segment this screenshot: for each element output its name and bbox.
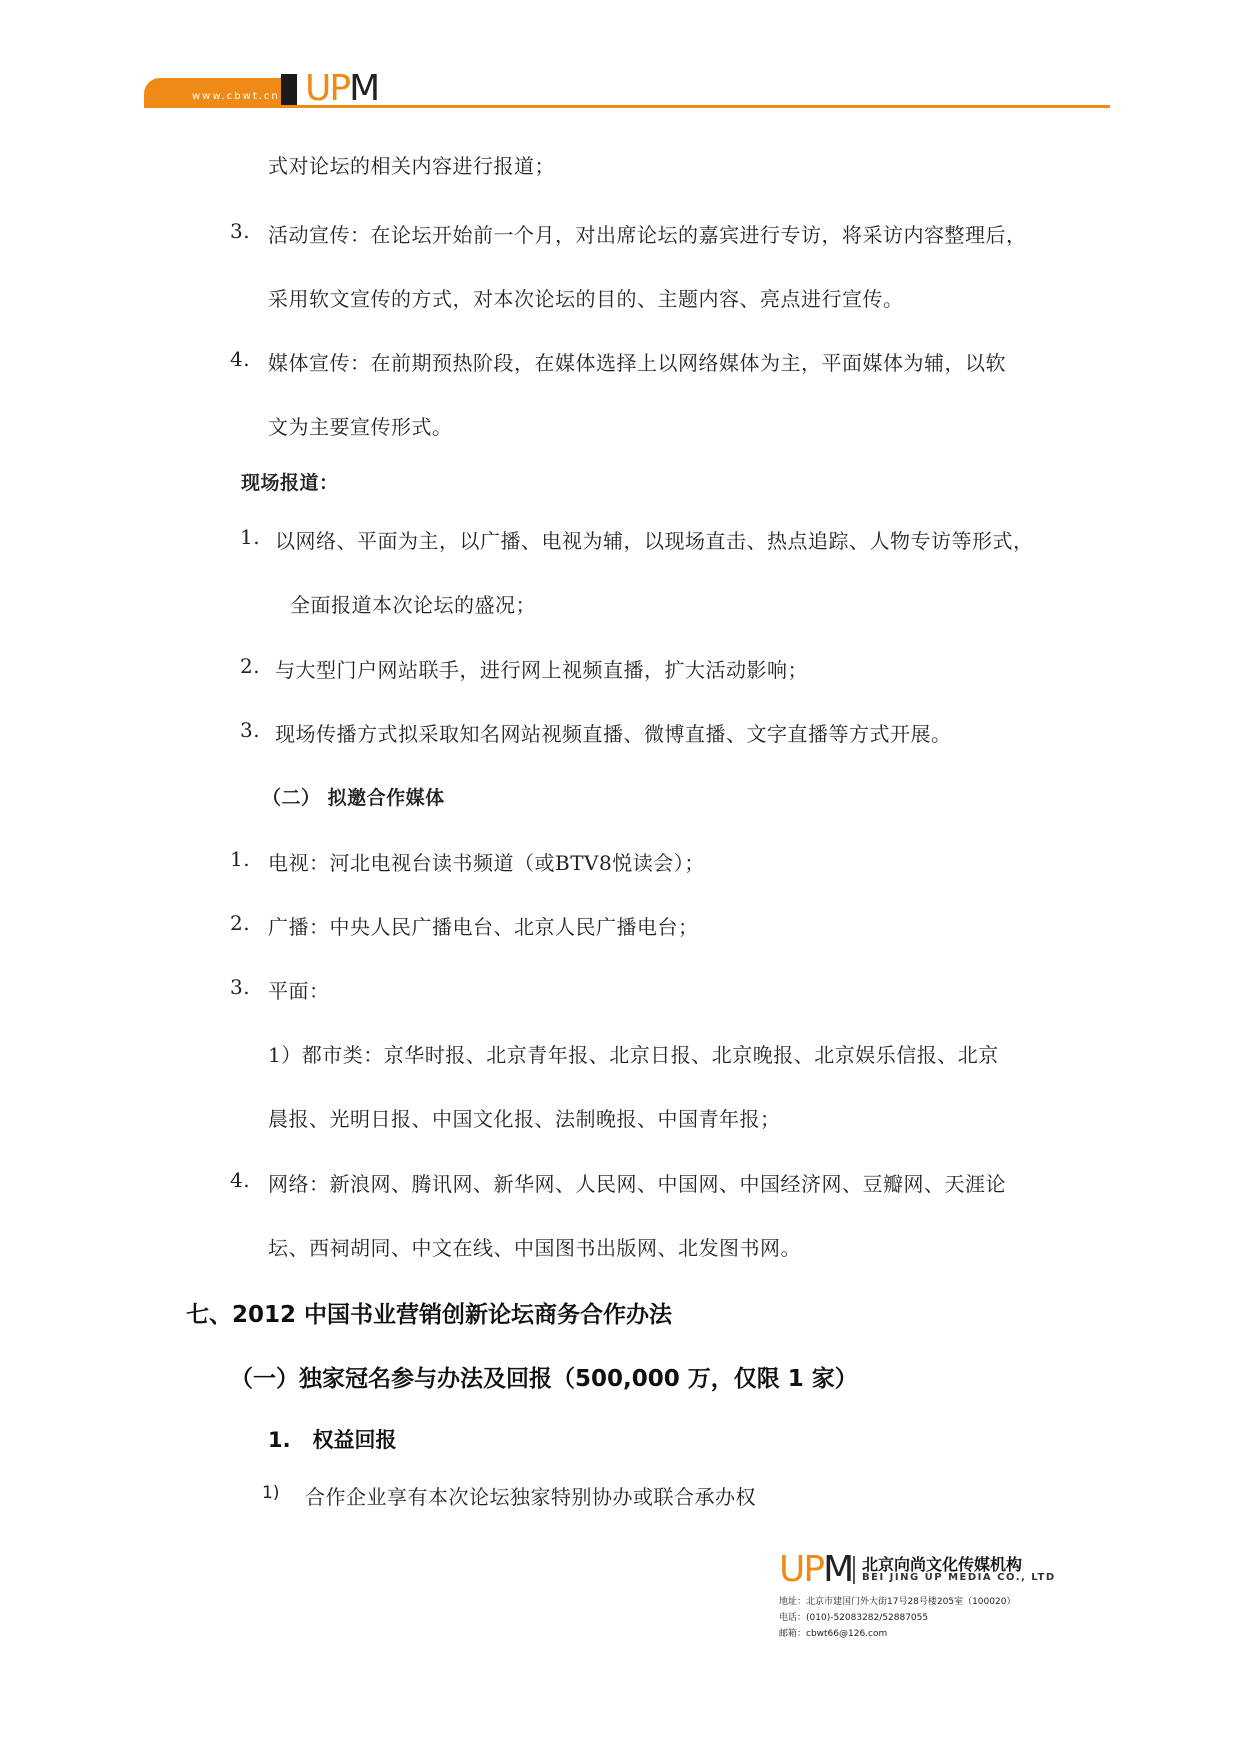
media4-line-a: 网络：新浪网、腾讯网、新华网、人民网、中国网、中国经济网、豆瓣网、天涯论 xyxy=(268,1172,1006,1196)
media-heading: （二） 拟邀合作媒体 xyxy=(262,787,445,809)
item3-line-b: 采用软文宣传的方式，对本次论坛的目的、主题内容、亮点进行宣传。 xyxy=(268,287,904,311)
onsite-heading: 现场报道： xyxy=(241,472,339,494)
footer-company-name: 北京向尚文化传媒机构 xyxy=(862,1555,1023,1574)
header-rule xyxy=(144,105,1110,108)
onsite3-line: 现场传播方式拟采取知名网站视频直播、微博直播、文字直播等方式开展。 xyxy=(275,722,952,746)
item3-line-a: 活动宣传：在论坛开始前一个月，对出席论坛的嘉宾进行专访，将采访内容整理后， xyxy=(268,223,1027,247)
item-number: 2. xyxy=(230,911,251,935)
onsite2-line: 与大型门户网站联手，进行网上视频直播，扩大活动影响； xyxy=(275,658,808,682)
section7-heading: 七、2012 中国书业营销创新论坛商务合作办法 xyxy=(186,1302,673,1328)
footer-logo-up: UP xyxy=(779,1549,824,1590)
media3-sub-b: 晨报、光明日报、中国文化报、法制晚报、中国青年报； xyxy=(268,1107,781,1131)
item-number: 3. xyxy=(240,718,261,742)
item-number: 1. xyxy=(240,525,261,549)
footer-logo-divider xyxy=(853,1556,855,1584)
item-number: 3. xyxy=(230,219,251,243)
onsite1-line-b: 全面报道本次论坛的盛况； xyxy=(290,593,536,617)
media2-line: 广播：中央人民广播电台、北京人民广播电台； xyxy=(268,915,699,939)
header-logo-up: UP xyxy=(305,68,350,109)
item-number: 2. xyxy=(240,654,261,678)
footer-logo-m: M xyxy=(823,1549,853,1590)
header-logo-m: M xyxy=(349,68,379,109)
item4-line-b: 文为主要宣传形式。 xyxy=(268,415,453,439)
media4-line-b: 坛、西祠胡同、中文在线、中国图书出版网、北发图书网。 xyxy=(268,1236,801,1260)
item-number: 3. xyxy=(230,975,251,999)
footer-email: 邮箱：cbwt66@126.com xyxy=(779,1629,888,1639)
section7-subheading: （一）独家冠名参与办法及回报（500,000 万，仅限 1 家） xyxy=(230,1366,858,1392)
rights1-line: 合作企业享有本次论坛独家特别协办或联合承办权 xyxy=(305,1485,756,1509)
footer-address: 地址：北京市建国门外大街17号28号楼205室（100020） xyxy=(779,1597,1016,1607)
continued-line: 式对论坛的相关内容进行报道； xyxy=(268,154,555,178)
media1-line: 电视：河北电视台读书频道（或BTV8悦读会）； xyxy=(268,851,705,875)
footer-company-en: BEI JING UP MEDIA CO., LTD xyxy=(862,1572,1056,1583)
item-number: 1. xyxy=(230,847,251,871)
header-logo xyxy=(305,69,378,109)
footer-logo xyxy=(779,1550,852,1590)
item-number: 4. xyxy=(230,1168,251,1192)
footer-phone: 电话：(010)-52083282/52887055 xyxy=(779,1613,929,1623)
header-url: www.cbwt.cn xyxy=(192,91,280,102)
item-number: 1) xyxy=(262,1483,280,1503)
item4-line-a: 媒体宣传：在前期预热阶段，在媒体选择上以网络媒体为主，平面媒体为辅，以软 xyxy=(268,351,1006,375)
onsite1-line-a: 以网络、平面为主，以广播、电视为辅，以现场直击、热点追踪、人物专访等形式， xyxy=(275,529,1034,553)
rights-heading: 1. 权益回报 xyxy=(268,1428,397,1452)
media3-line: 平面： xyxy=(268,979,330,1003)
item-number: 4. xyxy=(230,347,251,371)
header-black-block xyxy=(281,74,297,105)
media3-sub-a: 1）都市类：京华时报、北京青年报、北京日报、北京晚报、北京娱乐信报、北京 xyxy=(268,1043,999,1067)
